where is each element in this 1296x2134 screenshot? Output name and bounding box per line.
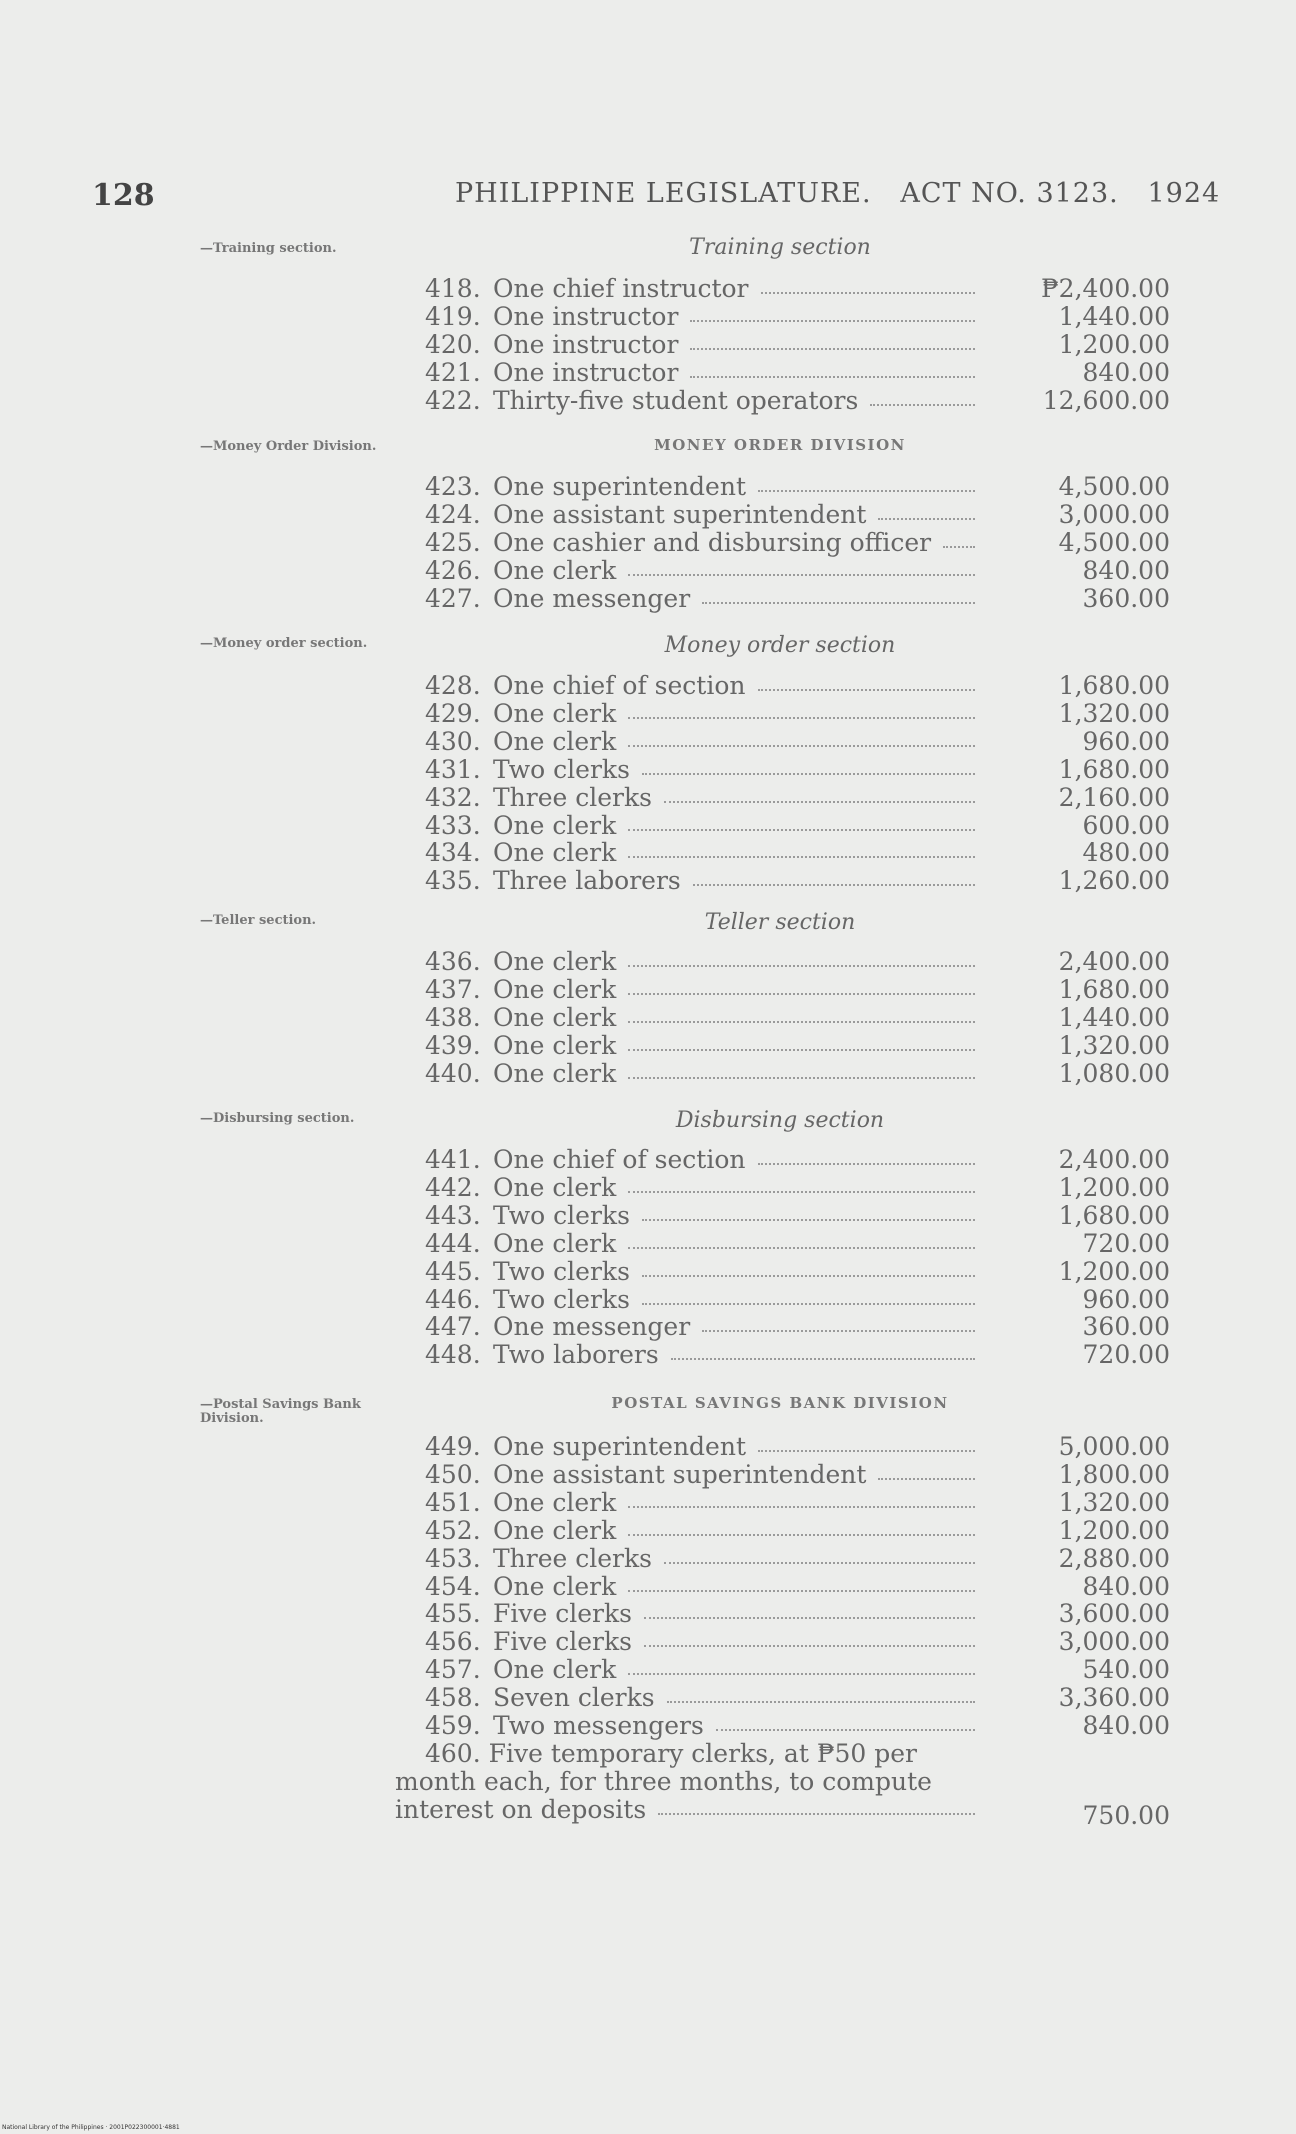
- item-number: 430.: [425, 726, 481, 756]
- item-description: One messenger: [493, 1312, 691, 1342]
- header-title: PHILIPPINE LEGISLATURE.: [455, 178, 872, 209]
- item-amount: 1,440.00: [1058, 301, 1170, 331]
- item-amount: 3,000.00: [1058, 1627, 1170, 1657]
- line-item: [425, 557, 1170, 585]
- dot-leader: [628, 965, 975, 967]
- item-number: 441.: [425, 1145, 481, 1174]
- dot-leader: [702, 1330, 975, 1332]
- line-item: [425, 1313, 1170, 1341]
- dot-leader: [628, 1077, 975, 1079]
- item-number: 437.: [425, 974, 481, 1004]
- item-amount: 1,440.00: [1058, 1002, 1170, 1032]
- item-description: One instructor: [493, 329, 679, 359]
- item-description: One cashier and disbursing officer: [493, 527, 932, 557]
- line-item: [425, 1545, 1170, 1573]
- item-description: One clerk: [493, 1002, 617, 1032]
- item-number: 449.: [425, 1432, 481, 1461]
- item-amount: ₱2,400.00: [1041, 274, 1170, 303]
- item-description: Two laborers: [493, 1340, 659, 1370]
- dot-leader: [693, 884, 975, 886]
- margin-note: —Training section.: [200, 241, 337, 256]
- item-number: 420.: [425, 329, 481, 359]
- item-description: Five clerks: [493, 1627, 632, 1657]
- item-description: One clerk: [493, 1515, 617, 1545]
- item-description: One superintendent: [493, 472, 747, 501]
- line-item: [425, 1202, 1170, 1230]
- line-item: [425, 473, 1170, 501]
- dot-leader: [761, 292, 975, 294]
- running-header: [455, 178, 1221, 209]
- item-line-3: [395, 1794, 1170, 1830]
- margin-note: —Money Order Division.: [200, 439, 377, 454]
- scan-footer-tag: National Library of the Philippines · 2001P022300001·4881: [2, 2124, 180, 2131]
- item-amount: 1,320.00: [1058, 698, 1170, 728]
- section-heading: MONEY ORDER DIVISION: [654, 436, 906, 454]
- item-amount: 1,200.00: [1058, 1256, 1170, 1286]
- item-amount: 750.00: [1082, 1800, 1170, 1830]
- item-amount: 1,680.00: [1058, 671, 1170, 700]
- dot-leader: [628, 856, 975, 858]
- item-description: One clerk: [493, 1571, 617, 1601]
- item-amount: 1,680.00: [1058, 974, 1170, 1004]
- line-item: [425, 1230, 1170, 1258]
- item-description: Three clerks: [493, 782, 652, 812]
- item-description: One chief instructor: [493, 274, 749, 303]
- item-number: 429.: [425, 698, 481, 728]
- item-number: 443.: [425, 1200, 481, 1230]
- dot-leader: [642, 773, 975, 775]
- item-number: 457.: [425, 1655, 481, 1685]
- line-item: [425, 1341, 1170, 1369]
- item-description: One clerk: [493, 1058, 617, 1088]
- item-amount: 1,320.00: [1058, 1030, 1170, 1060]
- item-number: 423.: [425, 472, 481, 501]
- margin-note: —Money order section.: [200, 636, 368, 651]
- dot-leader: [628, 993, 975, 995]
- page-number: 128: [92, 178, 155, 213]
- item-description: Two clerks: [493, 1200, 630, 1230]
- item-description: One assistant superintendent: [493, 499, 867, 529]
- line-item: [425, 812, 1170, 840]
- margin-note: —Postal Savings Bank Division.: [200, 1397, 361, 1426]
- line-item: [425, 501, 1170, 529]
- item-number: 448.: [425, 1340, 481, 1370]
- item-amount: 480.00: [1082, 838, 1170, 868]
- item-amount: 4,500.00: [1058, 527, 1170, 557]
- item-description: Thirty-five student operators: [493, 385, 859, 415]
- dot-leader: [664, 801, 975, 803]
- item-description: One chief of section: [493, 1145, 746, 1174]
- item-amount: 12,600.00: [1042, 385, 1170, 415]
- item-description: One clerk: [493, 1030, 617, 1060]
- section-heading: Teller section: [704, 910, 856, 935]
- line-item: [425, 700, 1170, 728]
- item-number: 459.: [425, 1711, 481, 1740]
- item-amount: 1,200.00: [1058, 1172, 1170, 1202]
- item-line-2: month each, for three months, to compute: [395, 1766, 932, 1796]
- dot-leader: [628, 1049, 975, 1051]
- item-description: One clerk: [493, 1228, 617, 1258]
- item-number: 426.: [425, 555, 481, 585]
- section-heading: Training section: [689, 235, 871, 260]
- dot-leader: [664, 1562, 975, 1564]
- item-amount: 720.00: [1082, 1340, 1170, 1370]
- item-number: 419.: [425, 301, 481, 331]
- dot-leader: [667, 1701, 975, 1703]
- item-number: 455.: [425, 1599, 481, 1629]
- line-item: [425, 1600, 1170, 1628]
- item-description: One instructor: [493, 301, 679, 331]
- line-item: [425, 1461, 1170, 1489]
- line-item: [425, 672, 1170, 700]
- header-year: 1924: [1147, 178, 1221, 209]
- item-description: One instructor: [493, 357, 679, 387]
- margin-note: —Disbursing section.: [200, 1111, 355, 1126]
- item-number: 424.: [425, 499, 481, 529]
- item-description: Three clerks: [493, 1543, 652, 1573]
- item-description: One clerk: [493, 838, 617, 868]
- item-number: 452.: [425, 1515, 481, 1545]
- item-number: 460.: [425, 1738, 481, 1768]
- line-item: [425, 275, 1170, 303]
- dot-leader: [628, 829, 975, 831]
- item-number: 451.: [425, 1487, 481, 1517]
- item-number: 453.: [425, 1543, 481, 1573]
- section-heading: POSTAL SAVINGS BANK DIVISION: [611, 1394, 949, 1412]
- item-amount: 840.00: [1082, 1571, 1170, 1601]
- item-amount: 360.00: [1082, 583, 1170, 613]
- line-item: [425, 585, 1170, 613]
- item-description: Two clerks: [493, 754, 630, 784]
- item-amount: 2,400.00: [1058, 1145, 1170, 1174]
- dot-leader: [628, 1247, 975, 1249]
- item-amount: 600.00: [1082, 810, 1170, 840]
- dot-leader: [628, 574, 975, 576]
- item-number: 418.: [425, 274, 481, 303]
- dot-leader: [628, 1534, 975, 1536]
- item-number: 427.: [425, 583, 481, 613]
- item-description: Seven clerks: [493, 1683, 655, 1713]
- item-amount: 4,500.00: [1058, 472, 1170, 501]
- item-description: Three laborers: [493, 866, 681, 896]
- line-item: [425, 1712, 1170, 1740]
- dot-leader: [628, 1590, 975, 1592]
- item-number: 422.: [425, 385, 481, 415]
- item-number: 436.: [425, 947, 481, 976]
- dot-leader: [758, 1163, 975, 1165]
- item-amount: 1,080.00: [1058, 1058, 1170, 1088]
- item-description: One clerk: [493, 1655, 617, 1685]
- item-number: 432.: [425, 782, 481, 812]
- item-amount: 1,680.00: [1058, 754, 1170, 784]
- item-amount: 540.00: [1082, 1655, 1170, 1685]
- item-number: 458.: [425, 1683, 481, 1713]
- item-description: One assistant superintendent: [493, 1459, 867, 1489]
- item-amount: 5,000.00: [1058, 1432, 1170, 1461]
- dot-leader: [642, 1275, 975, 1277]
- item-amount: 1,260.00: [1058, 866, 1170, 896]
- item-amount: 3,000.00: [1058, 499, 1170, 529]
- line-item: [425, 529, 1170, 557]
- item-description: One clerk: [493, 947, 617, 976]
- item-amount: 2,160.00: [1058, 782, 1170, 812]
- item-description: One clerk: [493, 726, 617, 756]
- line-item: [425, 387, 1170, 415]
- dot-leader: [628, 717, 975, 719]
- dot-leader: [878, 518, 975, 520]
- item-amount: 2,400.00: [1058, 947, 1170, 976]
- item-description: One clerk: [493, 698, 617, 728]
- item-amount: 960.00: [1082, 726, 1170, 756]
- line-item: [425, 1433, 1170, 1461]
- line-item: [425, 948, 1170, 976]
- dot-leader: [628, 1191, 975, 1193]
- dot-leader: [690, 320, 975, 322]
- item-number: 442.: [425, 1172, 481, 1202]
- item-description: One superintendent: [493, 1432, 747, 1461]
- header-act: ACT NO. 3123.: [900, 178, 1119, 209]
- dot-leader: [943, 546, 975, 548]
- item-description: Five temporary clerks, at ₱50 per: [488, 1738, 917, 1768]
- item-amount: 2,880.00: [1058, 1543, 1170, 1573]
- item-description: Two messengers: [493, 1711, 704, 1740]
- item-description: Five clerks: [493, 1599, 632, 1629]
- line-item: [425, 1573, 1170, 1601]
- line-item: [425, 1004, 1170, 1032]
- item-number: 444.: [425, 1228, 481, 1258]
- line-item: [425, 1628, 1170, 1656]
- item-number: 433.: [425, 810, 481, 840]
- item-number: 425.: [425, 527, 481, 557]
- line-item: [425, 867, 1170, 895]
- item-number: 445.: [425, 1256, 481, 1286]
- section-heading: Money order section: [664, 633, 896, 658]
- item-description: One clerk: [493, 810, 617, 840]
- item-description: interest on deposits: [395, 1794, 647, 1824]
- line-item: [425, 756, 1170, 784]
- item-description: Two clerks: [493, 1284, 630, 1314]
- item-amount: 1,200.00: [1058, 329, 1170, 359]
- dot-leader: [702, 602, 975, 604]
- dot-leader: [870, 404, 975, 406]
- item-number: 435.: [425, 866, 481, 896]
- item-line-1: [395, 1740, 1170, 1768]
- line-item: [425, 1489, 1170, 1517]
- item-amount: 840.00: [1082, 555, 1170, 585]
- line-item: [425, 1684, 1170, 1712]
- line-item: [425, 1258, 1170, 1286]
- dot-leader: [628, 1506, 975, 1508]
- margin-note: —Teller section.: [200, 913, 317, 928]
- item-description: One clerk: [493, 1487, 617, 1517]
- line-item: [425, 359, 1170, 387]
- dot-leader: [642, 1219, 975, 1221]
- line-item: [425, 839, 1170, 867]
- dot-leader: [644, 1617, 975, 1619]
- item-number: 439.: [425, 1030, 481, 1060]
- item-number: 450.: [425, 1459, 481, 1489]
- dot-leader: [644, 1645, 975, 1647]
- item-number: 431.: [425, 754, 481, 784]
- dot-leader: [758, 490, 975, 492]
- line-item: [425, 728, 1170, 756]
- dot-leader: [690, 376, 975, 378]
- line-item: [425, 976, 1170, 1004]
- item-number: 454.: [425, 1571, 481, 1601]
- dot-leader: [628, 1673, 975, 1675]
- item-description: One clerk: [493, 1172, 617, 1202]
- item-number: 456.: [425, 1627, 481, 1657]
- dot-leader: [716, 1729, 975, 1731]
- line-item: [425, 784, 1170, 812]
- item-amount: 840.00: [1082, 357, 1170, 387]
- item-amount: 840.00: [1082, 1711, 1170, 1740]
- item-number: 421.: [425, 357, 481, 387]
- item-number: 440.: [425, 1058, 481, 1088]
- item-amount: 1,680.00: [1058, 1200, 1170, 1230]
- dot-leader: [671, 1358, 975, 1360]
- line-item: [425, 1174, 1170, 1202]
- item-amount: 1,320.00: [1058, 1487, 1170, 1517]
- line-item-multiline: [395, 1738, 1170, 1830]
- item-amount: 960.00: [1082, 1284, 1170, 1314]
- line-item: [425, 303, 1170, 331]
- item-amount: 360.00: [1082, 1312, 1170, 1342]
- item-description: One clerk: [493, 974, 617, 1004]
- dot-leader: [878, 1478, 975, 1480]
- item-number: 447.: [425, 1312, 481, 1342]
- item-amount: 1,800.00: [1058, 1459, 1170, 1489]
- dot-leader: [758, 1450, 975, 1452]
- dot-leader: [690, 348, 975, 350]
- line-item: [425, 1146, 1170, 1174]
- line-item: [425, 1656, 1170, 1684]
- item-description: Two clerks: [493, 1256, 630, 1286]
- section-heading: Disbursing section: [675, 1108, 885, 1133]
- dot-leader: [628, 745, 975, 747]
- line-item: [425, 1286, 1170, 1314]
- item-description: One messenger: [493, 583, 691, 613]
- item-amount: 3,600.00: [1058, 1599, 1170, 1629]
- dot-leader: [758, 689, 975, 691]
- dot-leader: [628, 1021, 975, 1023]
- item-amount: 3,360.00: [1058, 1683, 1170, 1713]
- item-number: 428.: [425, 671, 481, 700]
- item-amount: 720.00: [1082, 1228, 1170, 1258]
- line-item: [425, 1517, 1170, 1545]
- dot-leader: [642, 1303, 975, 1305]
- item-description: One chief of section: [493, 671, 746, 700]
- dot-leader: [658, 1813, 975, 1815]
- item-amount: 1,200.00: [1058, 1515, 1170, 1545]
- item-description: One clerk: [493, 555, 617, 585]
- line-item: [425, 331, 1170, 359]
- item-number: 438.: [425, 1002, 481, 1032]
- line-item: [425, 1060, 1170, 1088]
- item-number: 434.: [425, 838, 481, 868]
- item-number: 446.: [425, 1284, 481, 1314]
- line-item: [425, 1032, 1170, 1060]
